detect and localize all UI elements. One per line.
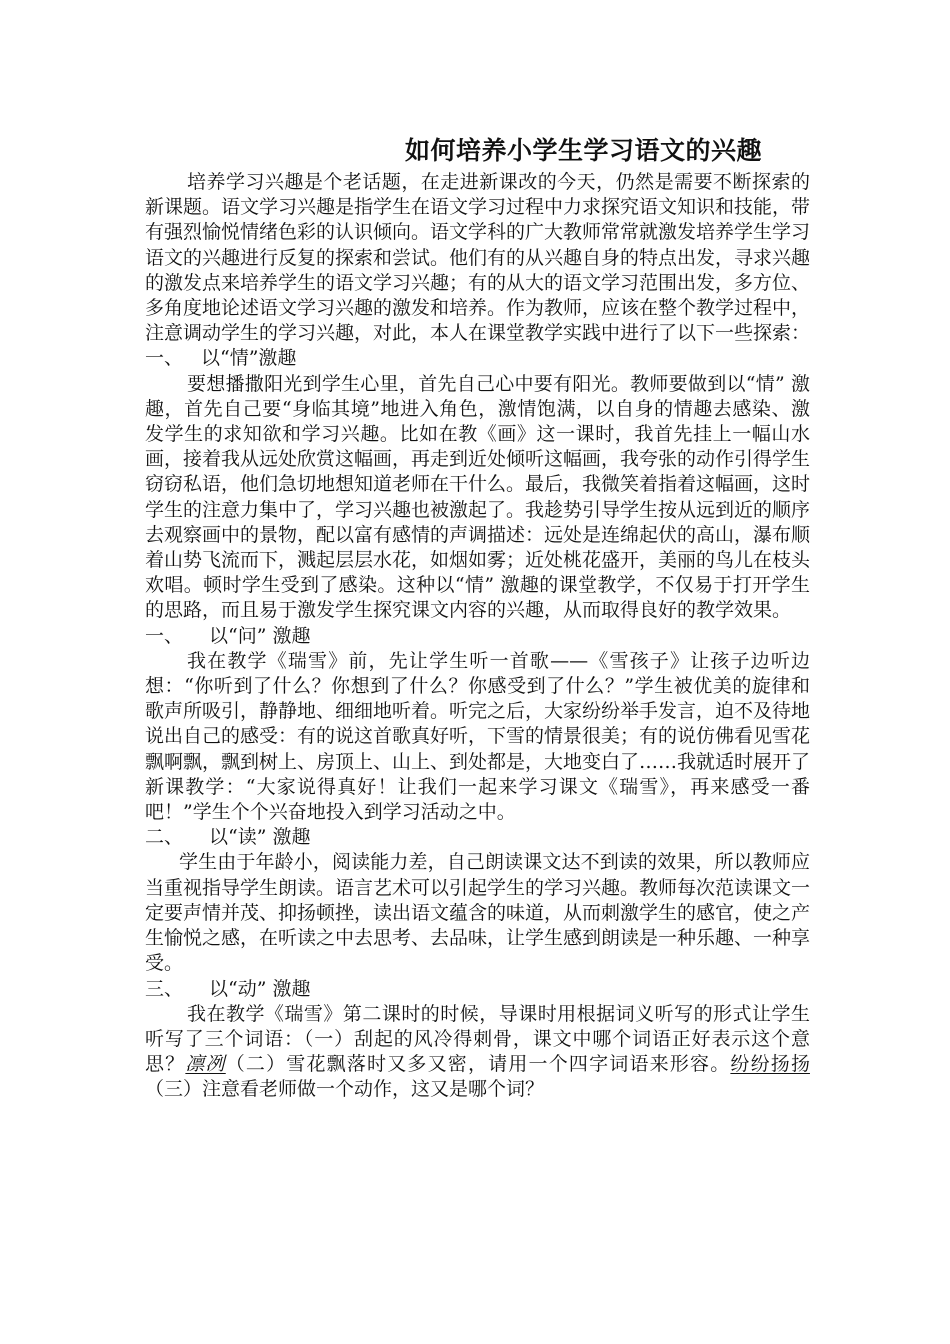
section-number: 二、 <box>145 826 184 849</box>
section-paragraph-3: 学生由于年龄小，阅读能力差，自己朗读课文达不到读的效果，所以教师应当重视指导学生朗读。语言艺术可以引起学生的学习兴趣。教师每次范读课文一定要声情并茂、抑扬顿挫，读出语文蕴含的味道，从而刺激学生的感官，使之产生愉悦之感，在听读之中去思考、去品味，让学生感到朗读是一种乐趣、一种享受。 <box>145 851 811 975</box>
section-heading-3 <box>145 825 810 850</box>
section-title: 以“动” 激趣 <box>209 977 311 1000</box>
underlined-answer: 纷纷扬扬 <box>730 1053 810 1076</box>
section-title: 以“读” 激趣 <box>209 826 311 849</box>
section-title: 以“问” 激趣 <box>209 624 311 647</box>
section-title: 以“情”激趣 <box>201 347 297 370</box>
section-number: 三、 <box>145 977 184 1000</box>
paragraph-text: （三）注意看老师做一个动作，这又是哪个词？ <box>145 1078 545 1101</box>
section-number: 一、 <box>145 624 184 647</box>
underlined-answer: 凛冽 <box>185 1053 226 1076</box>
section-number: 一、 <box>145 347 184 370</box>
document-body <box>145 170 810 1103</box>
section-paragraph-4 <box>145 1002 810 1103</box>
section-paragraph-1: 要想播撒阳光到学生心里，首先自己心中要有阳光。教师要做到以“情” 激趣，首先自己要“身临其境”地进入角色，激情饱满，以自身的情趣去感染、激发学生的求知欲和学习兴趣。比如在教《画》这一课时，我首先挂上一幅山水画，接着我从远处欣赏这幅画，再走到近处倾听这幅画，我夸张的动作引得学生窃窃私语，他们急切地想知道老师在干什么。最后，我微笑着指着这幅画，这时学生的注意力集中了，学习兴趣也被激起了。我趁势引导学生按从远到近的顺序去观察画中的景物，配以富有感情的声调描述：远处是连绵起伏的高山，瀑布顺着山势飞流而下，溅起层层水花，如烟如雾；近处桃花盛开，美丽的鸟儿在枝头欢唱。顿时学生受到了感染。这种以“情” 激趣的课堂教学，不仅易于打开学生的思路，而且易于激发学生探究课文内容的兴趣，从而取得良好的教学效果。 <box>145 372 811 622</box>
paragraph-text: 我在教学《瑞雪》第二课时的时候，导课时用根据词义听写的形式让学生听写了三个词语：（一）刮起的风冷得刺骨，课文中哪个词语正好表示这个意思？ <box>145 1002 810 1076</box>
section-paragraph-2: 我在教学《瑞雪》前，先让学生听一首歌——《雪孩子》让孩子边听边想：“你听到了什么？你想到了什么？你感受到了什么？”学生被优美的旋律和歌声所吸引，静静地、细细地听着。听完之后，大家纷纷举手发言，迫不及待地说出自己的感受：有的说这首歌真好听，下雪的情景很美；有的说仿佛看见雪花飘啊飘，飘到树上、房顶上、山上、到处都是，大地变白了……我就适时展开了新课教学：“大家说得真好！让我们一起来学习课文《瑞雪》，再来感受一番吧！”学生个个兴奋地投入到学习活动之中。 <box>145 649 811 824</box>
section-heading-2 <box>145 624 810 649</box>
section-heading-1 <box>145 346 810 371</box>
paragraph-text: （二）雪花飘落时又多又密，请用一个四字词语来形容。 <box>225 1053 731 1076</box>
document-title: 如何培养小学生学习语文的兴趣 <box>404 136 762 165</box>
section-heading-4 <box>145 977 810 1002</box>
intro-paragraph: 培养学习兴趣是个老话题，在走进新课改的今天，仍然是需要不断探索的新课题。语文学习兴趣是指学生在语文学习过程中力求探究语文知识和技能，带有强烈愉悦情绪色彩的认识倾向。语文学科的广大教师常常就激发培养学生学习语文的兴趣进行反复的探索和尝试。他们有的从兴趣自身的特点出发，寻求兴趣的激发点来培养学生的语文学习兴趣；有的从大的语文学习范围出发，多方位、多角度地论述语文学习兴趣的激发和培养。作为教师，应该在整个教学过程中，注意调动学生的学习兴趣，对此，本人在课堂教学实践中进行了以下一些探索： <box>145 171 811 345</box>
